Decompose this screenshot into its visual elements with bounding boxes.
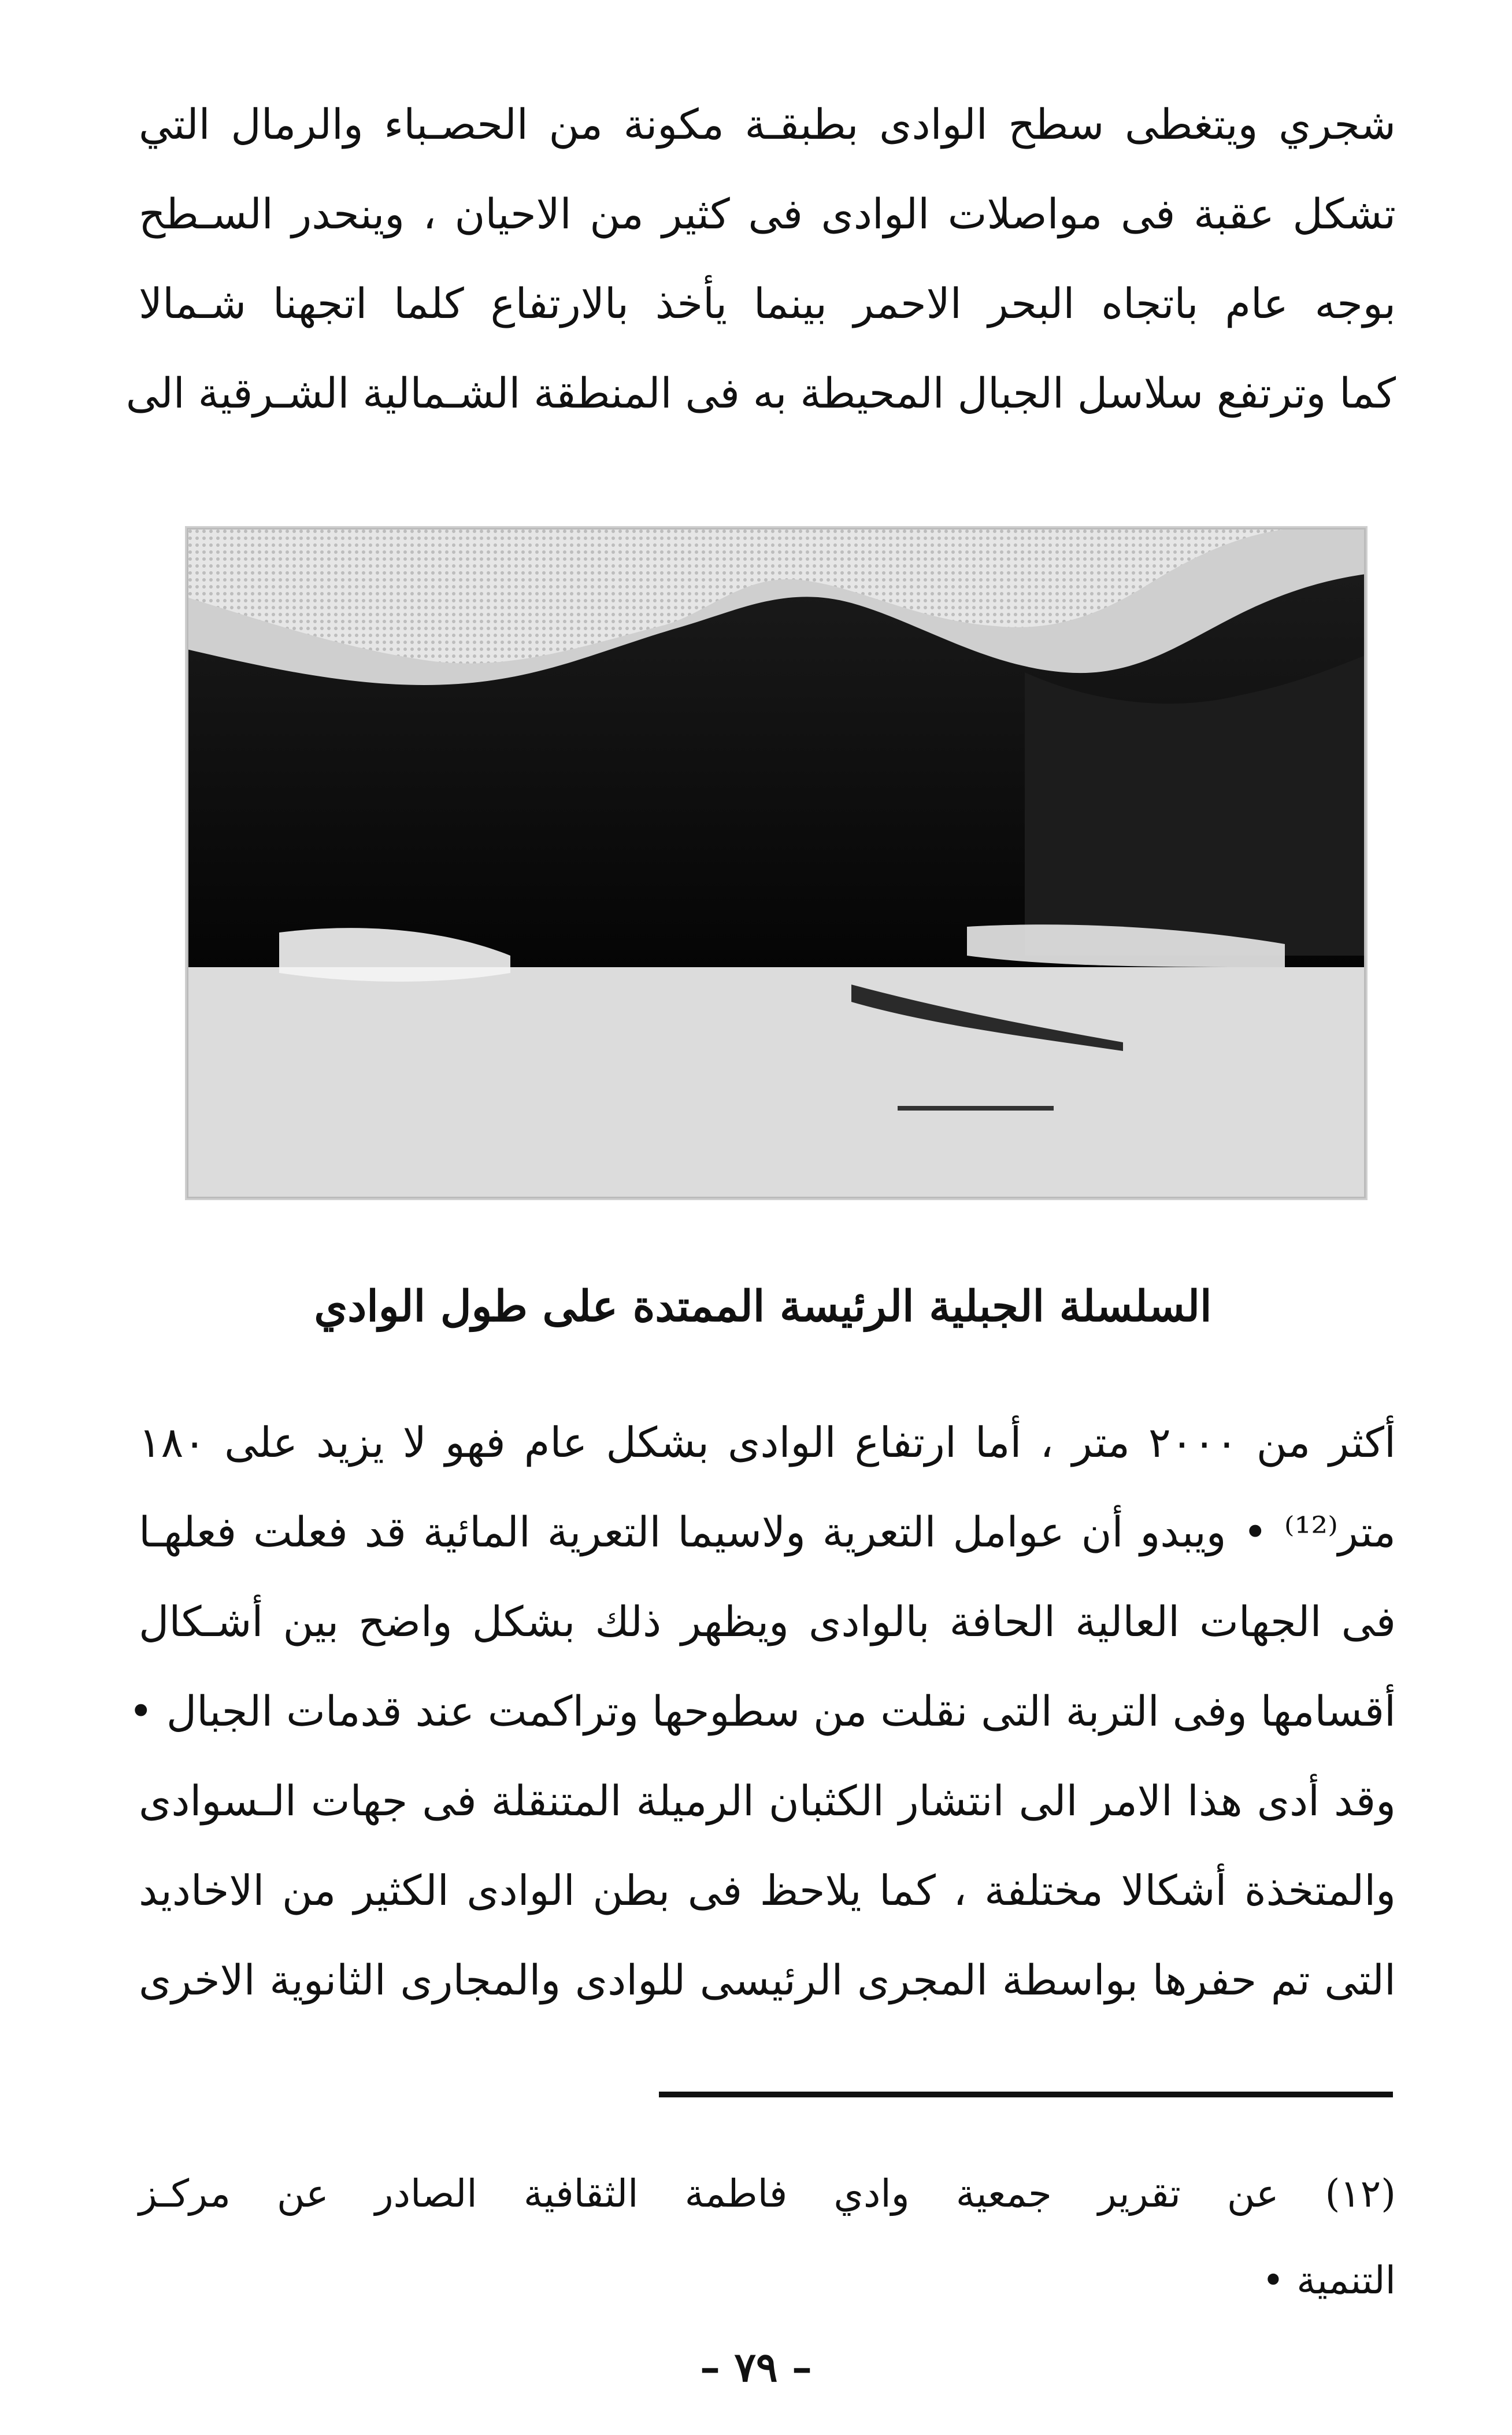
top-paragraph [125,81,1396,439]
text-line: متر⁽¹²⁾ • ويبدو أن عوامل التعرية ولاسيما التعرية المائية قد فعلت فعلهـا [139,1508,1396,1556]
text-line: كما وترتفع سلاسل الجبال المحيطة به فى المنطقة الشـمالية الشـرقية الى [125,369,1396,417]
mountain-photo-graphic [187,528,1366,1198]
text-line: التى تم حفرها بواسطة المجرى الرئيسى للوادى والمجارى الثانوية الاخرى [139,1956,1396,2004]
footnote [139,2156,1396,2330]
text-line: أقسامها وفى التربة التى نقلت من سطوحها وتراكمت عند قدمات الجبال • [128,1687,1396,1735]
footnote-line: التنمية • [1262,2258,1396,2303]
page-number: – ٧٩ – [700,2343,812,2391]
text-line: والمتخذة أشكالا مختلفة ، كما يلاحظ فى بطن الوادى الكثير من الاخاديد [139,1866,1396,1915]
text-line: فى الجهات العالية الحافة بالوادى ويظهر ذلك بشكل واضح بين أشـكال [139,1597,1396,1646]
text-line: شجري ويتغطى سطح الوادى بطبقـة مكونة من الحصـباء والرمال التي [139,100,1396,149]
footnote-line: (١٢) عن تقرير جمعية وادي فاطمة الثقافية الصادر عن مركـز [139,2171,1396,2216]
footnote-divider [659,2092,1393,2097]
text-line: أكثر من ٢٠٠٠ متر ، أما ارتفاع الوادى بشكل عام فهو لا يزيد على ١٨٠ [139,1418,1396,1467]
figure-caption: السلسلة الجبلية الرئيسة الممتدة على طول الوادي [314,1282,1212,1331]
text-line: وقد أدى هذا الامر الى انتشار الكثبان الرميلة المتنقلة فى جهات الـسوادى [139,1777,1396,1825]
bottom-paragraph [128,1399,1396,2035]
mountain-photo [185,526,1368,1200]
text-line: بوجه عام باتجاه البحر الاحمر بينما يأخذ بالارتفاع كلما اتجهنا شـمالا [139,279,1396,328]
text-line: تشكل عقبة فى مواصلات الوادى فى كثير من الاحيان ، وينحدر السـطح [139,190,1396,238]
